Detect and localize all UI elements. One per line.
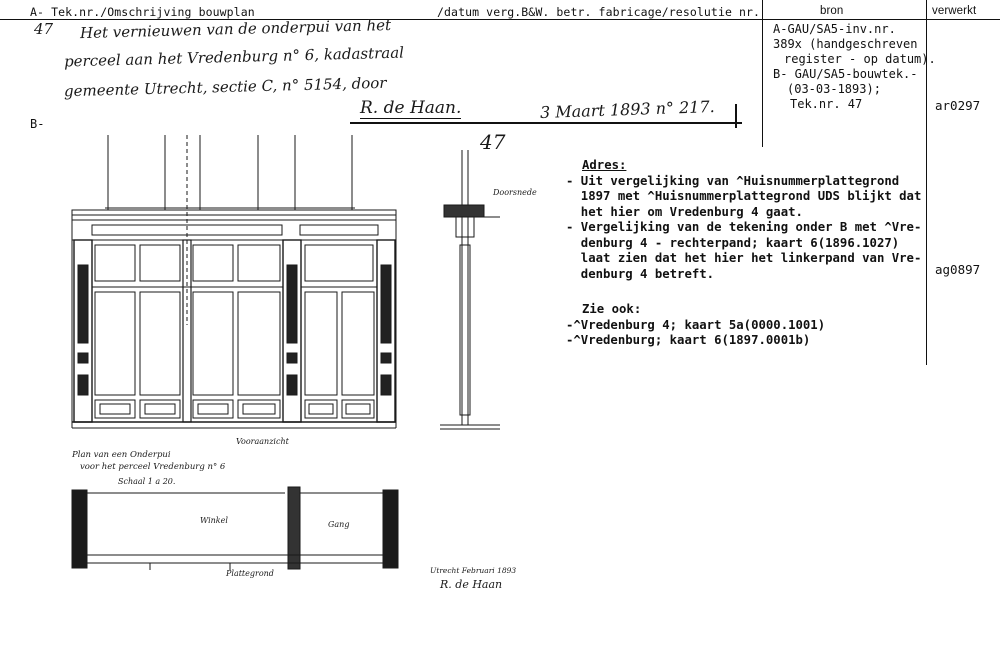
reference-1: -^Vredenburg 4; kaart 5a(0000.1001) [566,317,826,332]
architect-name: R. de Haan. [360,98,462,118]
header-bron: bron [820,5,844,17]
bron-line-6: Tek.nr. 47 [790,97,863,111]
bron-line-5: (03-03-1893); [787,82,881,96]
caption-line-1: Plan van een Onderpui [72,450,171,460]
plan-label-gang: Gang [328,520,350,529]
drawing-number: 47 [480,130,506,154]
description-line-1: Het vernieuwen van de onderpui van het [79,15,392,43]
bracket-mark [735,104,737,128]
header-omschrijving: A- Tek.nr./Omschrijving bouwplan [30,5,255,19]
caption-line-2: voor het perceel Vredenburg n° 6 [80,462,226,472]
signature-place-date: Utrecht Februari 1893 [430,566,517,575]
tek-nr-handwritten: 47 [34,20,54,38]
note-bullet-1-line-2: 1897 met ^Huisnummerplattegrond UDS blijkt dat [566,189,922,203]
upper-windows [105,135,355,210]
bron-line-1: A-GAU/SA5-inv.nr. [773,22,896,36]
plan-label-plattegrond: Plattegrond [226,569,274,578]
description-line-2: perceel aan het Vredenburg n° 6, kadastraal [63,43,405,71]
header-rule [0,19,1000,20]
adres-heading: Adres: [582,158,627,172]
bron-line-3: register - op datum). [784,52,936,66]
verwerkt-code-1: ar0297 [935,98,981,113]
description-line-3: gemeente Utrecht, sectie C, n° 5154, door [63,73,387,101]
verwerkt-code-2: ag0897 [935,262,981,277]
note-bullet-1-line-3: het hier om Vredenburg 4 gaat. [566,204,803,219]
bron-column-divider [762,0,763,147]
note-bullet-2-line-2: denburg 4 - rechterpand; kaart 6(1896.1027) [566,235,900,250]
plan-label-winkel: Winkel [200,516,228,525]
zie-ook-heading: Zie ook: [582,302,642,316]
label-vooraanzicht: Vooraanzicht [236,437,289,446]
section-b-label: B- [30,117,45,131]
note-bullet-2-line-1: - Vergelijking van de tekening onder B met ^Vre- [566,220,922,234]
header-datum: /datum verg.B&W. betr. fabricage/resolutie nr. [437,5,761,19]
reference-2: -^Vredenburg; kaart 6(1897.0001b) [566,333,811,347]
label-doorsnede: Doorsnede [493,188,537,197]
architectural-drawing [0,125,560,605]
bron-line-2: 389x (handgeschreven [773,37,918,51]
signature-name: R. de Haan [440,578,503,591]
signature-underline [350,122,742,124]
drawing-scale: Schaal 1 a 20. [118,477,176,486]
note-bullet-1-line-1: - Uit vergelijking van ^Huisnummerplattegrond [566,173,900,188]
note-bullet-2-line-3: laat zien dat het hier het linkerpand van Vre- [566,251,922,265]
bron-line-4: B- GAU/SA5-bouwtek.- [773,67,918,81]
header-verwerkt: verwerkt [932,5,977,17]
note-bullet-2-line-4: denburg 4 betreft. [566,266,715,281]
date-resolution: 3 Maart 1893 n° 217. [539,96,715,123]
section-drawing [440,150,500,429]
